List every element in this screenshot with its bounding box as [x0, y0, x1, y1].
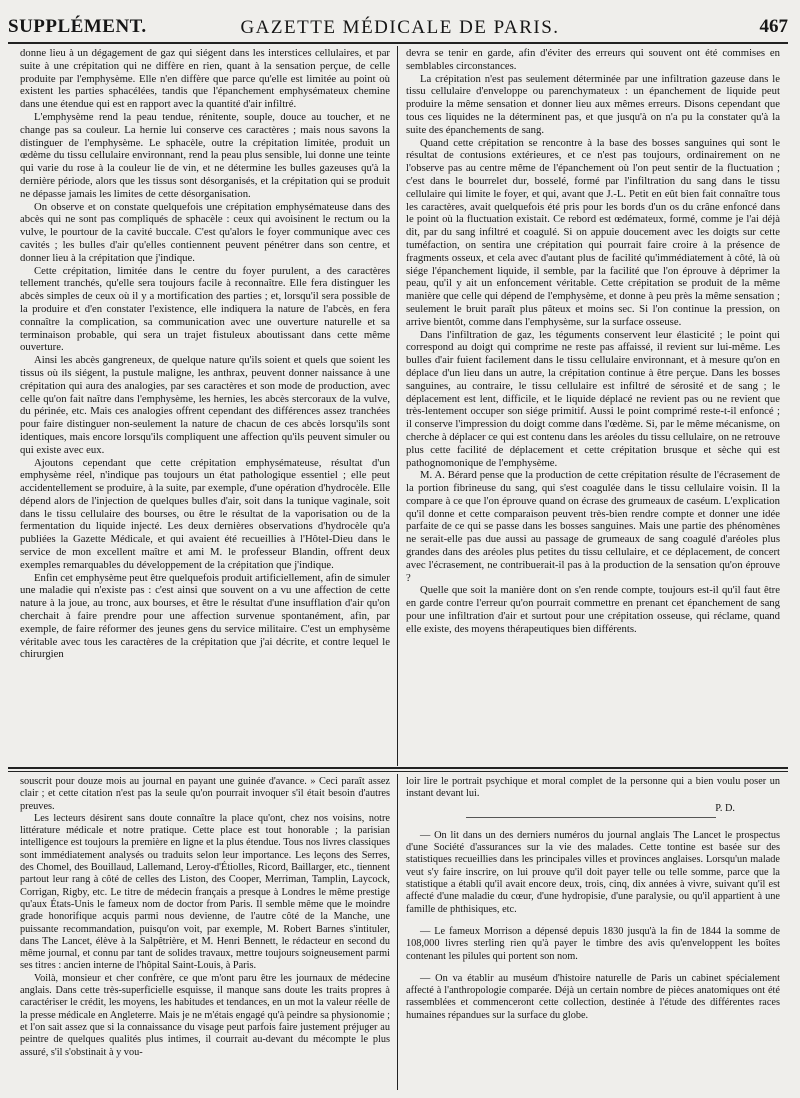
paragraph: Ajoutons cependant que cette crépitation emphysémateuse, résultat d'un emphysème réel, n'indique pas toujours un état pathologique essentiel ; elle peut accidentellement se produire, à la suite, par exemple, d'une opération d'hydrocèle. Elle dépend alors de l'injection de quelques bulles d'air, soit dans la tunique vaginale, soit dans le tissu cellulaire des bourses, ou être le résultat de la vaporisation ou de la fermentation du liquide injecté. Les deux dernières observations d'hydrocèle qu'a publiées la Gazette Médicale, et qui avaient été recueillies à l'Hôtel-Dieu dans le service de mon excellent maître et ami M. le professeur Blandin, offrent deux exemples remarquables du développement de la crépitation que j'indique.: [20, 456, 390, 571]
paragraph: Quelle que soit la manière dont on s'en rende compte, toujours est-il qu'il faut être en garde contre l'erreur qu'on pourrait commettre en prenant cet épanchement de sang pour une infiltration d'air et surtout pour une crépitation osseuse, qui réclame, quand elle existe, des moyens thérapeutiques bien différents.: [406, 584, 780, 635]
news-item: — Le fameux Morrison a dépensé depuis 1830 jusqu'à la fin de 1844 la somme de 108,000 livres sterling rien qu'à payer le timbre des avis qu'enveloppent les boîtes contenant les pilules qui portent son nom.: [406, 925, 780, 962]
paragraph: M. A. Bérard pense que la production de cette crépitation résulte de l'écrasement de la portion fibrineuse du sang, qui s'est coagulée dans le tissu cellulaire voisin. Il la compare à ce que l'on éprouve quand on écrase des grumeaux de caséum. L'explication qu'il donne et cette comparaison peuvent très-bien rendre compte et donner une idée parfaite de ce qui se passe dans les bosses sanguines. Mais une partie des phénomènes ne serait-elle pas due aussi au passage de grumeaux de sang coagulé d'aréoles plus grandes dans des aréoles plus petites du tissu cellulaire, et ce déplacement, de concert avec l'écrasement, ne contribuerait-il pas à la production de la sensation qu'on éprouve ?: [406, 469, 780, 584]
page-header: [0, 14, 800, 42]
supplement-label: SUPPLÉMENT.: [8, 16, 147, 37]
paragraph: La crépitation n'est pas seulement déterminée par une infiltration gazeuse dans le tissu cellulaire d'enveloppe ou parenchymateux : un épanchement de liquide peut produire la même sensation et donner lieu aux mêmes erreurs. Disons cependant que tous ces liquides ne la déterminent pas, et que jusqu'à on n'a pu la constater qu'à la suite des épanchements de sang.: [406, 72, 780, 136]
column-divider-bottom: [397, 774, 398, 1090]
paragraph: Quand cette crépitation se rencontre à la base des bosses sanguines qui sont le résultat de contusions extérieures, et ce n'est pas toujours, ordinairement on ne l'observe pas au centre même de l'épanchement où l'on peut sentir de la fluctuation ; c'est dans le bourrelet dur, bosselé, formé par l'infiltration du sang dans le tissu cellulaire qui limite le foyer, et qui, avant que J.-L. Petit en eût bien fait connaître tous les caractères, avait quelquefois été pris pour les bords d'un os du crâne enfoncé dans le point où la fluctuation existait. Ce rebord est œdémateux, formé, comme je l'ai déjà dit, par du sang infiltré et coagulé. Si on appuie doucement avec les doigts sur cette tuméfaction, on sentira une crépitation qui pourrait faire croire à la présence de fragments osseux, et cela avec d'autant plus de facilité qu'immédiatement à côté, là où siége l'épanchement liquide, il semble, par la facilité que l'on éprouve à déprimer la peau, qu'il y ait un enfoncement véritable. Cette crépitation se produit de la même manière que celle qui dépend de l'emphysème, et donne à peu près la même sensation ; seulement le bruit paraît plus pâteux et moins sec. Si l'on continue la pression, on arrive bientôt, comme dans l'emphysème, sur la surface osseuse.: [406, 136, 780, 328]
paragraph: Dans l'infiltration de gaz, les téguments conservent leur élasticité ; le point qui correspond au doigt qui comprime ne reste pas affaissé, il revient sur lui-même. Les bulles d'air fuient facilement dans le tissu cellulaire environnant, et à mesure qu'on en déplace d'un lieu dans un autre, la crépitation continue à être perçue. Dans les bosses sanguines, au contraire, le tissu cellulaire est infiltré de sérosité et de sang ; le déplacement est lent, difficile, et le liquide déplacé ne revient pas ou ne revient que très-lentement occuper son siége primitif. Aussi le point comprimé reste-t-il enfoncé ; il conserve l'impression du doigt comme dans l'œdème. Si, par le même mécanisme, on cherche à déplacer ce qui est contenu dans les aréoles du tissu cellulaire, on ne retrouve plus cette facilité de déplacement et cette crépitation brusque et sèche qui est pathognomonique de l'emphysème.: [406, 328, 780, 469]
article-left-column: [20, 47, 390, 661]
paragraph: Cette crépitation, limitée dans le centre du foyer purulent, a des caractères tellement tranchés, qu'elle sera toujours facile à reconnaître. Elle fera distinguer les abcès simples de ceux où il y a mortification des parties ; et, lorsqu'il sera possible de la produire et d'en constater l'existence, elle indiquera la nature de l'abcès, en fera connaître la complication, sa communication avec une ouverture naturelle et sa terminaison probable, qui sera un trajet fistuleux aboutissant dans cette même ouverture.: [20, 264, 390, 354]
paragraph: devra se tenir en garde, afin d'éviter des erreurs qui souvent ont été commises en semblables circonstances.: [406, 47, 780, 72]
paragraph: Les lecteurs désirent sans doute connaître la place qu'ont, chez nos voisins, notre littérature médicale et notre pratique. Cette place est tout honorable ; la parisian intelligence est toujours la première en ligne et la plus étendue. Tous nos livres classiques sont immédiatement analysés ou traduits selon leur importance. Les leçons des Serres, des Chomel, des Bouillaud, Lallemand, Leroy-d'Étiolles, Ricord, Baillarger, etc., tiennent partout leur rang à côté de celles des Liston, des Cooper, Merriman, Tamplin, Laycock, Corrigan, Rigby, etc. Le titre de médecin français a presque à Londres le même prestige qu'aux États-Unis le fameux nom de doctor from Paris. Il semble même que le moindre grade honorifique acquis parmi nous devienne, de l'autre côté de la Manche, une puissante recommandation, puisqu'on voit, par exemple, M. Robert Barnes s'intituler, dans The Lancet, élève à la Salpêtrière, et M. Henri Bennett, le rédacteur en second du même journal, et connu par tant de solides travaux, mettre toujours soigneusement parmi ses titres : ancien interne de l'hôpital Saint-Louis, à Paris.: [20, 812, 390, 972]
paragraph: Enfin cet emphysème peut être quelquefois produit artificiellement, afin de simuler une maladie qui n'existe pas : c'est ainsi que souvent on a vu une affection de cette nature à la joue, au tronc, aux bourses, et être le résultat d'une insufflation d'air qu'on cherchait à faire prendre pour une affection survenue spontanément, afin, par exemple, de faire réformer des jeunes gens du service militaire. C'est un emphysème véritable avec tous les caractères de la crépitation que j'ai décrite, et contre lequel le chirurgien: [20, 571, 390, 661]
paragraph: souscrit pour douze mois au journal en payant une guinée d'avance. » Ceci paraît assez clair ; et cette citation n'est pas la seule qu'on pourrait invoquer s'il était besoin d'autres preuves.: [20, 776, 390, 812]
letter-left-column: [20, 776, 390, 1059]
news-item: — On lit dans un des derniers numéros du journal anglais The Lancet le prospectus d'une Société d'assurances sur la vie des malades. Cette tontine est basée sur des statistiques recueillies dans les principales villes et provinces anglaises. Lorsqu'un malade veut s'y faire inscrire, on lui prouve qu'il doit payer telle ou telle somme, parce que la statistique a établi qu'il avait encore deux, trois, cinq, dix années à vivre, suivant qu'il est affecté d'une maladie du cœur, d'une hydropisie, d'une paralysie, ou qu'il appartient à une famille de phthisiques, etc.: [406, 829, 780, 915]
signature: P. D.: [715, 802, 735, 814]
header-rule: [8, 42, 788, 44]
letter-right-column: [406, 776, 780, 1032]
paragraph: Ainsi les abcès gangreneux, de quelque nature qu'ils soient et quels que soient les tissus où ils siégent, la pustule maligne, les anthrax, peuvent donner naissance à une crépitation qui aura des analogies, par ses caractères et son mode de production, avec celle qu'on fait naître dans l'emphysème, les hernies, les abcès stercoraux de la vulve, du périnée, etc. Mais ces analogies offrent cependant des différences assez tranchées pour faire distinguer non-seulement la nature de chacun de ces abcès lorsqu'ils sont identiques, mais encore lorsqu'ils compliquent une affection qu'ils peuvent simuler ou qui existe avec eux.: [20, 354, 390, 456]
page-number: 467: [759, 16, 788, 37]
column-divider-top: [397, 46, 398, 766]
news-item: — On va établir au muséum d'histoire naturelle de Paris un cabinet spécialement affecté à l'anthropologie comparée. Déjà un certain nombre de pièces anatomiques ont été rassemblées et commenceront cette collection, destinée à l'étude des différentes races humaines répandues sur la surface du globe.: [406, 972, 780, 1021]
paragraph: L'emphysème rend la peau tendue, rénitente, souple, douce au toucher, et ne change pas sa couleur. La hernie lui conserve ces caractères ; mais nous savons la distinguer de l'emphysème. Le sphacèle, outre la crépitation limitée, produit un œdème du tissu cellulaire environnant, rend la peau plus sensible, lui donne une teinte qui varie du rose à la couleur lie de vin, et ne détermine les bulles gazeuses qu'à la dernière période, alors que les tissus sont désorganisés, et la crépitation qui se produit ne dépasse jamais les limites de cette désorganisation.: [20, 110, 390, 200]
paragraph: On observe et on constate quelquefois une crépitation emphysémateuse dans des abcès qui ne sont pas compliqués de sphacèle : ceux qui avoisinent le rectum ou la vulve, le pourtour de la cavité buccale. C'est qu'alors le foyer communique avec ces cavités ; les bulles d'air qu'elles contiennent peuvent pénétrer dans son centre, et donner lieu à la crépitation que j'indique.: [20, 200, 390, 264]
paragraph: Voilà, monsieur et cher confrère, ce que m'ont paru être les journaux de médecine anglais. Dans cette très-superficielle esquisse, il manque sans doute les traits propres à caractériser le crédit, les moyens, les habitudes et tendances, en un mot la valeur réelle de la presse médicale en Angleterre. Mais je ne m'étais engagé qu'à peindre sa physionomie ; et l'on sait assez que si la connaissance du visage peut parfois faire justement préjuger au peintre de quelques qualités plus intimes, il courrait au-devant du mécompte le plus assuré, s'il s'obstinait à y vou-: [20, 972, 390, 1058]
separator: [466, 817, 716, 818]
journal-title: GAZETTE MÉDICALE DE PARIS.: [240, 17, 560, 38]
paragraph: donne lieu à un dégagement de gaz qui siégent dans les interstices cellulaires, et par suite à une crépitation qui ne diffère en rien, quant à la sensation perçue, de celle produite par l'emphysème. Elle n'en diffère que parce qu'elle est limitée au point où existent les parties sphacélées, tandis que l'épanchement emphysémateux chemine dans une étendue qui est en rapport avec la quantité d'air infiltré.: [20, 47, 390, 111]
letter-continuation: loir lire le portrait psychique et moral complet de la personne qui a bien voulu poser un instant devant lui.: [406, 776, 780, 800]
section-rule-thin: [8, 771, 788, 772]
article-right-column: [406, 47, 780, 636]
section-rule: [8, 767, 788, 769]
